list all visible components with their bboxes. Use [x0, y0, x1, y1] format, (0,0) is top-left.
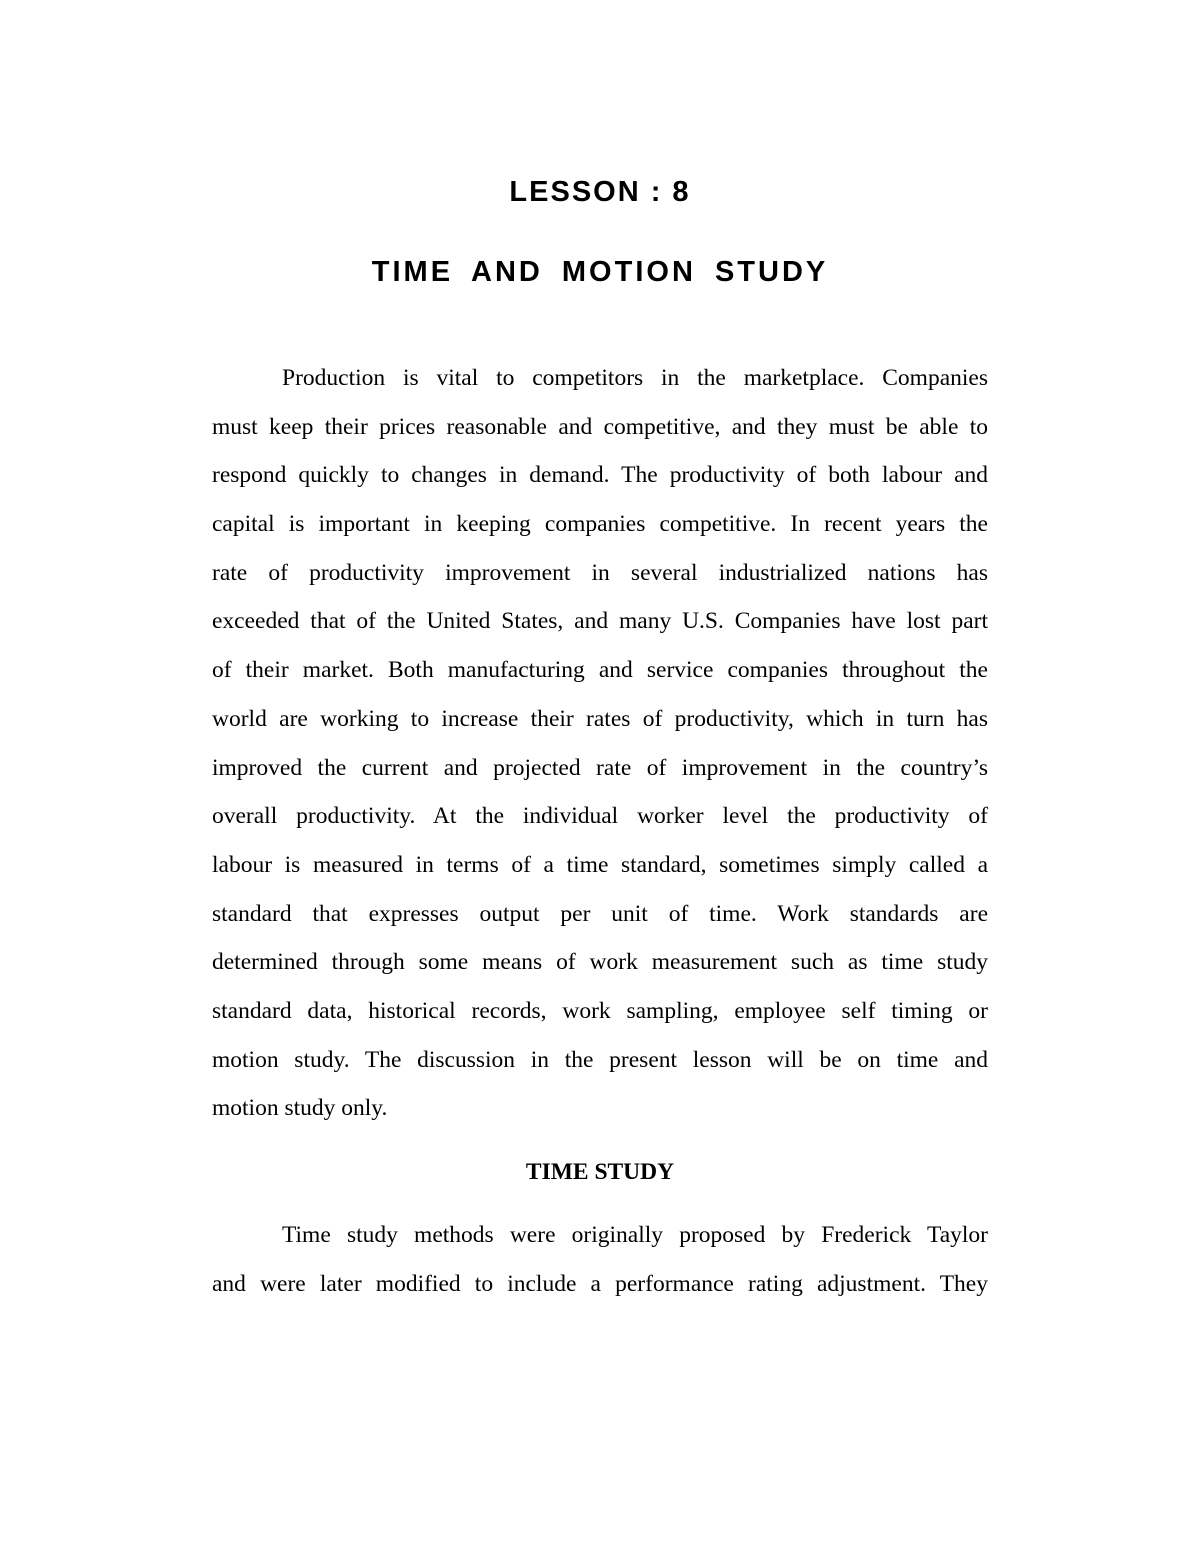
paragraph-line: exceeded that of the United States, and many U.S. Companies have lost part: [212, 608, 988, 635]
paragraph-line: rate of productivity improvement in several industrialized nations has: [212, 559, 988, 586]
lesson-title: TIME AND MOTION STUDY: [371, 256, 829, 288]
paragraph-line: labour is measured in terms of a time standard, sometimes simply called a: [212, 851, 988, 878]
paragraph-line: world are working to increase their rates of productivity, which in turn has: [212, 705, 988, 732]
lesson-number-heading: LESSON : 8: [509, 176, 691, 208]
paragraph-line: motion study only.: [212, 1095, 388, 1122]
paragraph-line: Time study methods were originally proposed by Frederick Taylor: [282, 1222, 988, 1248]
section-heading-time-study: TIME STUDY: [525, 1159, 675, 1185]
paragraph-line: improved the current and projected rate of improvement in the country’s: [212, 754, 988, 781]
time-study-paragraph: [212, 1211, 988, 1308]
paragraph-line: and were later modified to include a performance rating adjustment. They: [212, 1270, 988, 1297]
paragraph-line: Production is vital to competitors in the marketplace. Companies: [282, 365, 988, 391]
paragraph-line: motion study. The discussion in the present lesson will be on time and: [212, 1046, 988, 1073]
paragraph-line: overall productivity. At the individual worker level the productivity of: [212, 803, 988, 830]
paragraph-line: standard that expresses output per unit of time. Work standards are: [212, 900, 988, 927]
paragraph-line: capital is important in keeping companies competitive. In recent years the: [212, 511, 988, 538]
intro-paragraph: [212, 354, 988, 1133]
paragraph-line: respond quickly to changes in demand. The productivity of both labour and: [212, 462, 988, 489]
paragraph-line: determined through some means of work measurement such as time study: [212, 949, 988, 976]
paragraph-line: of their market. Both manufacturing and service companies throughout the: [212, 657, 988, 684]
paragraph-line: standard data, historical records, work sampling, employee self timing or: [212, 997, 988, 1024]
paragraph-line: must keep their prices reasonable and competitive, and they must be able to: [212, 413, 988, 440]
